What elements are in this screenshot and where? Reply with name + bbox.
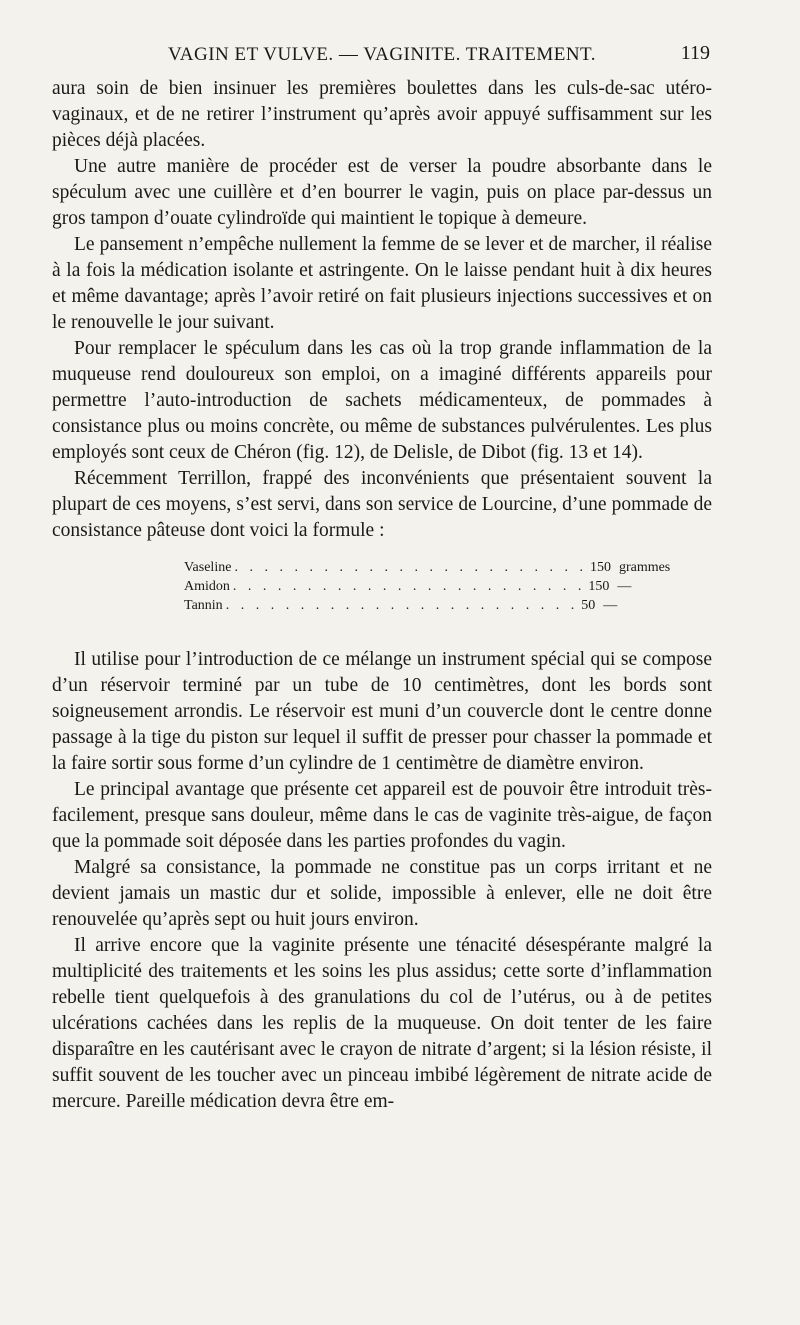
paragraph: Récemment Terrillon, frappé des inconvénients que présentaient souvent la plupart de ces moyens, s’est servi, dans son service de Lourcine, d’une pommade de consistance pâteuse dont voici la formule :: [52, 468, 712, 541]
formula-row: [184, 577, 632, 596]
formula-row: [184, 596, 618, 615]
leader-dots: . . . . . . . . . . . . . . . . . . . . . . . .: [225, 598, 579, 613]
formula-table: [184, 558, 671, 615]
spacer: [52, 629, 712, 647]
paragraph: aura soin de bien insinuer les premières boulettes dans les culs-de-sac utéro-vaginaux, et de ne retirer l’instrument qu’après avoir appuyé suffisamment sur les pièces déjà placées.: [52, 78, 712, 151]
formula-row: [184, 558, 671, 577]
running-title: VAGIN ET VULVE. — VAGINITE. TRAITEMENT.: [168, 44, 596, 65]
paragraph: Il utilise pour l’introduction de ce mélange un instrument spécial qui se compose d’un réservoir terminé par un tube de 10 centimètres, dont les bords sont soigneusement arrondis. Le réservoir est muni d’un couvercle dont le centre donne passage à la tige du piston sur lequel il suffit de presser pour chasser la pommade et la faire sortir sous forme d’un cylindre de 1 centimètre de diamètre environ.: [52, 649, 712, 774]
paragraph: Il arrive encore que la vaginite présente une ténacité désespérante malgré la multiplicité des traitements et les soins les plus assidus; cette sorte d’inflammation rebelle tient quelquefois à des granulations du col de l’utérus, ou à de petites ulcérations cachées dans les replis de la muqueuse. On doit tenter de les faire disparaître en les cautérisant avec le crayon de nitrate d’argent; si la lésion résiste, il suffit souvent de les toucher avec un pinceau imbibé légèrement de nitrate acide de mercure. Pareille médication devra être em-: [52, 935, 712, 1112]
ingredient-name: Amidon: [184, 579, 230, 594]
paragraph: Pour remplacer le spéculum dans les cas où la trop grande inflammation de la muqueuse rend douloureux son emploi, on a imaginé différents appareils pour permettre l’auto-introduction de sachets médicamenteux, de pommades à consistance plus ou moins concrète, ou même de substances pulvérulentes. Les plus employés sont ceux de Chéron (fig. 12), de Delisle, de Dibot (fig. 13 et 14).: [52, 338, 712, 463]
ingredient-unit: —: [603, 598, 618, 613]
paragraph: Malgré sa consistance, la pommade ne constitue pas un corps irritant et ne devient jamais un mastic dur et solide, impossible à enlever, elle ne doit être renouvelée qu’après sept ou huit jours environ.: [52, 857, 712, 930]
ingredient-unit: grammes: [618, 560, 671, 575]
leader-dots: . . . . . . . . . . . . . . . . . . . . . . . .: [232, 579, 586, 594]
page-number: 119: [680, 42, 710, 64]
ingredient-name: Tannin: [184, 598, 223, 613]
paragraph: Le pansement n’empêche nullement la femme de se lever et de marcher, il réalise à la fois la médication isolante et astringente. On le laisse pendant huit à dix heures et même davantage; après l’avoir retiré on fait plusieurs injections successives et on le renouvelle le jour suivant.: [52, 234, 712, 333]
running-header: [52, 40, 712, 74]
paragraph: Le principal avantage que présente cet appareil est de pouvoir être introduit très-facilement, presque sans douleur, même dans le cas de vaginite très-aigue, de façon que la pommade soit déposée dans les parties profondes du vagin.: [52, 779, 712, 852]
ingredient-unit: —: [617, 579, 632, 594]
ingredient-qty: 150: [588, 579, 610, 594]
leader-dots: . . . . . . . . . . . . . . . . . . . . . . . .: [234, 560, 587, 575]
ingredient-name: Vaseline: [184, 560, 232, 575]
ingredient-qty: 150: [589, 560, 611, 575]
ingredient-qty: 50: [581, 598, 596, 613]
paragraph: Une autre manière de procéder est de verser la poudre absorbante dans le spéculum avec une cuillère et d’en bourrer le vagin, puis on place par-dessus un gros tampon d’ouate cylindroïde qui maintient le topique à demeure.: [52, 156, 712, 229]
body-text: [52, 76, 712, 1115]
